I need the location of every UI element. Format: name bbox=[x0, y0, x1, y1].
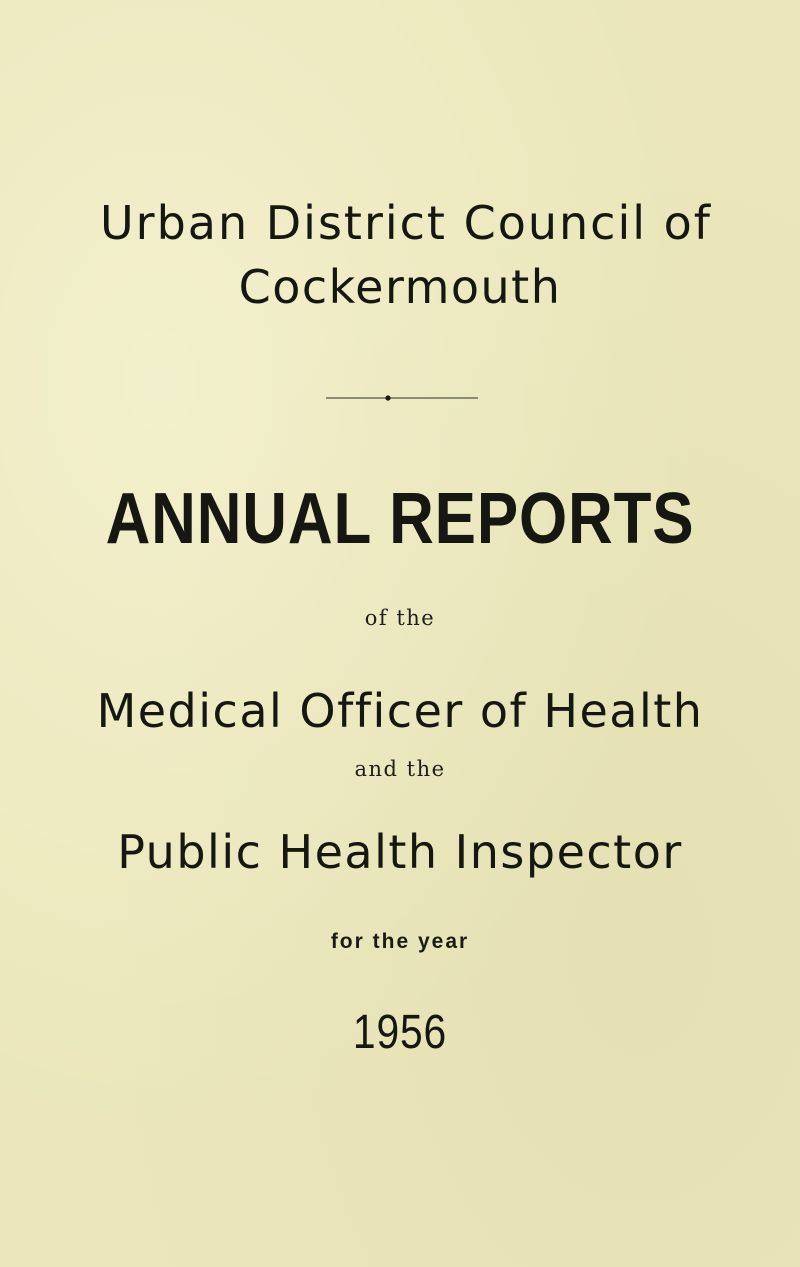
medical-officer-title: Medical Officer of Health bbox=[96, 684, 704, 738]
and-the-text: and the bbox=[354, 757, 446, 781]
council-title-line2: Cockermouth bbox=[238, 260, 562, 314]
of-the-text: of the bbox=[364, 606, 436, 630]
dot-rule-ornament bbox=[326, 395, 478, 401]
council-title-line1: Urban District Council of bbox=[100, 196, 712, 250]
public-health-inspector-title: Public Health Inspector bbox=[117, 825, 683, 879]
report-year: 1956 bbox=[352, 1006, 448, 1059]
annual-reports-heading: ANNUAL REPORTS bbox=[105, 479, 695, 559]
for-the-year-text: for the year bbox=[330, 930, 470, 953]
